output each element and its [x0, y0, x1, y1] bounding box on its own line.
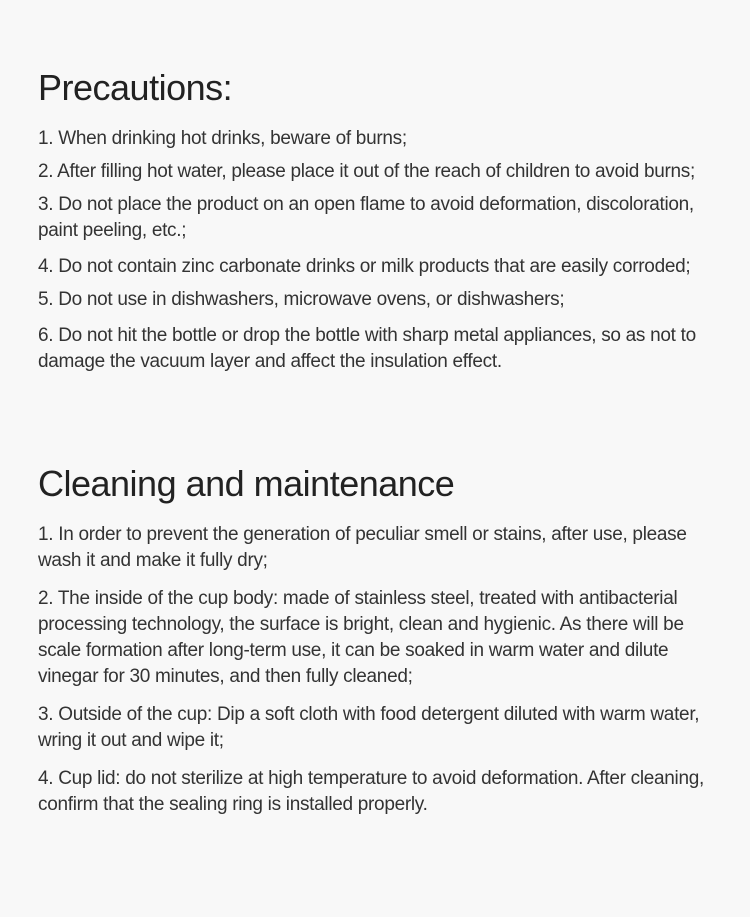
precaution-item: 3. Do not place the product on an open flame to avoid deformation, discoloration, paint peeling, etc.; — [38, 194, 694, 241]
cleaning-item: 3. Outside of the cup: Dip a soft cloth with food detergent diluted with warm water, wring it out and wipe it; — [38, 704, 700, 751]
precaution-item: 1. When drinking hot drinks, beware of burns; — [38, 128, 407, 149]
cleaning-item: 2. The inside of the cup body: made of stainless steel, treated with antibacterial processing technology, the surface is bright, clean and hygienic. As there will be scale formation after long-term use, it can be soaked in warm water and dilute vinegar for 30 minutes, and then fully cleaned; — [38, 588, 684, 687]
cleaning-section — [38, 462, 728, 830]
cleaning-list — [38, 522, 728, 818]
cleaning-item: 1. In order to prevent the generation of peculiar smell or stains, after use, please wash it and make it fully dry; — [38, 524, 687, 571]
precautions-heading: Precautions: — [38, 67, 233, 108]
precaution-item: 6. Do not hit the bottle or drop the bottle with sharp metal appliances, so as not to damage the vacuum layer and affect the insulation effect. — [38, 325, 696, 372]
cleaning-heading: Cleaning and maintenance — [38, 463, 455, 504]
precautions-section — [38, 66, 728, 382]
precaution-item: 2. After filling hot water, please place it out of the reach of children to avoid burns; — [38, 161, 695, 182]
precaution-item: 5. Do not use in dishwashers, microwave ovens, or dishwashers; — [38, 289, 565, 310]
precaution-item: 4. Do not contain zinc carbonate drinks or milk products that are easily corroded; — [38, 256, 691, 277]
cleaning-item: 4. Cup lid: do not sterilize at high temperature to avoid deformation. After cleaning, confirm that the sealing ring is installed properly. — [38, 768, 704, 815]
precautions-list — [38, 126, 728, 375]
